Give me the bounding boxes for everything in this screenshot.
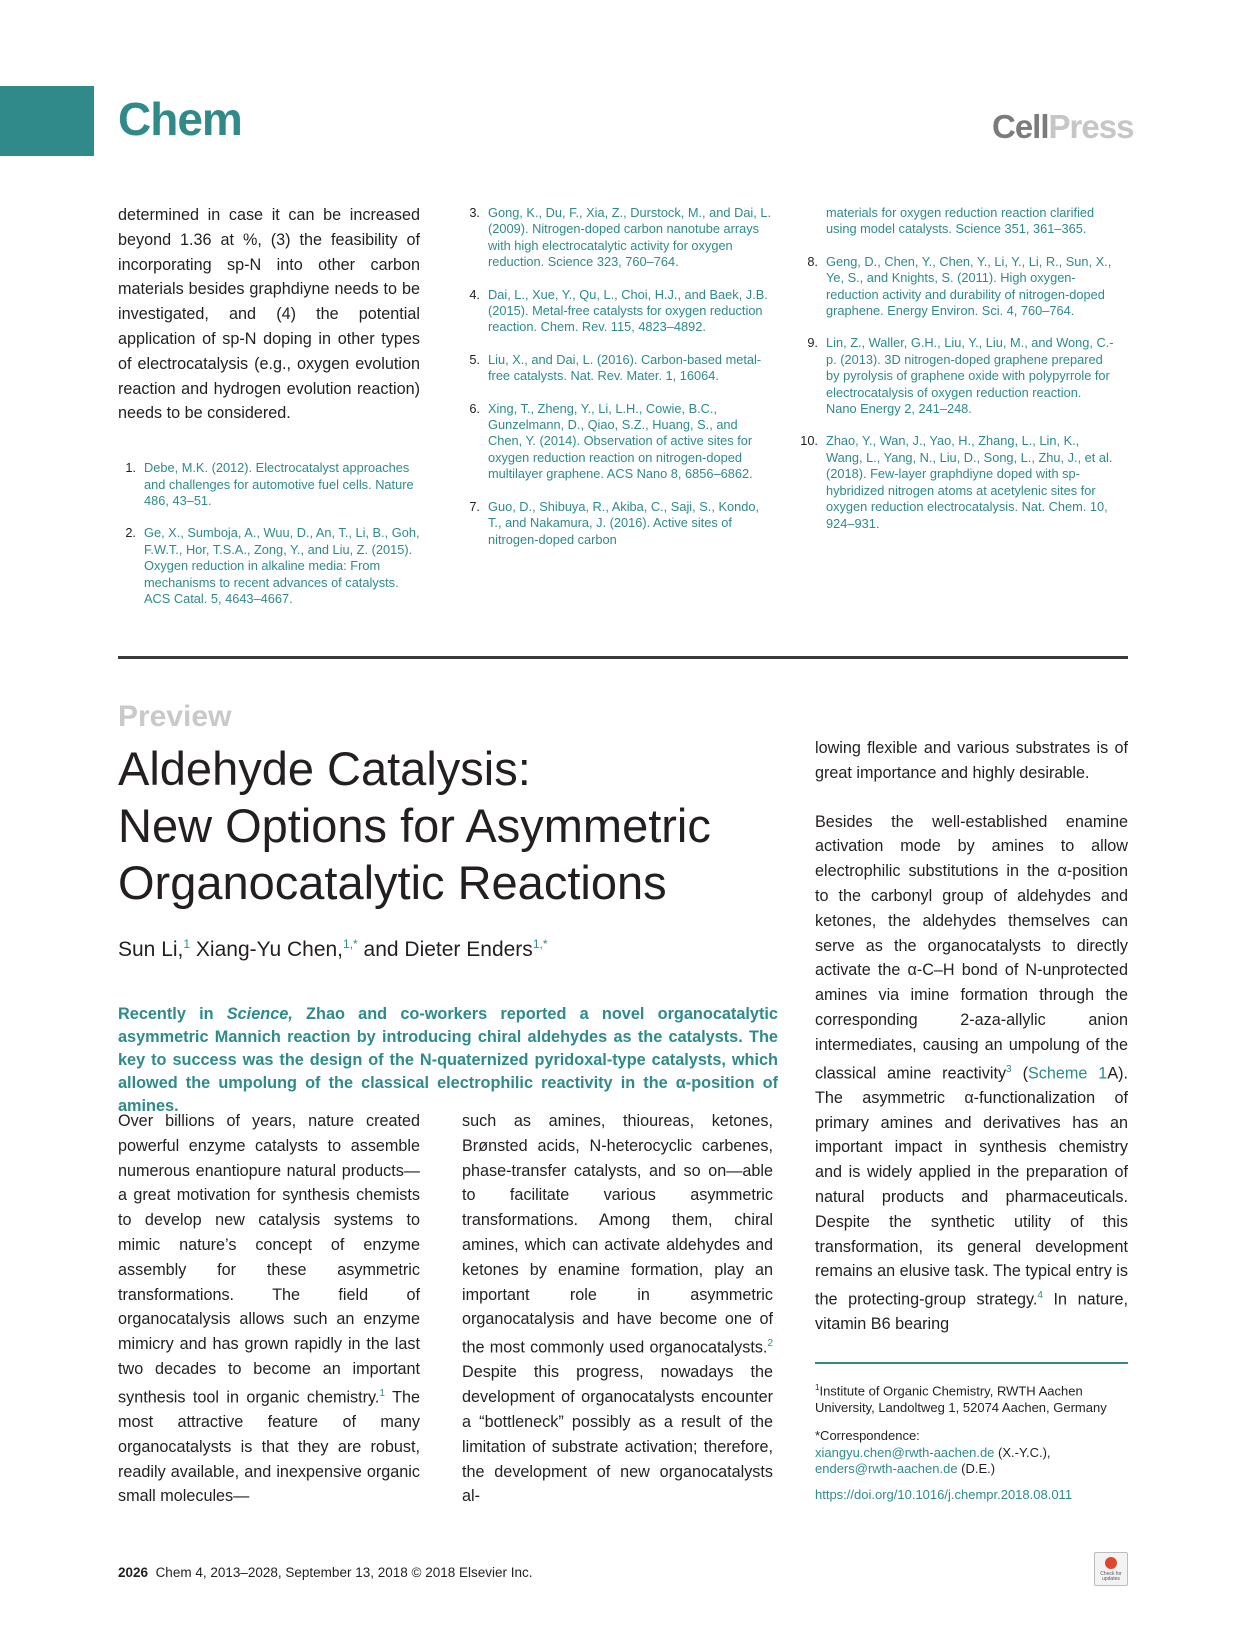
author-dieter-enders: and Dieter Enders	[357, 938, 533, 961]
citation-link-3[interactable]: 3	[1006, 1063, 1012, 1075]
body-column-1	[118, 1109, 420, 1509]
title-line-1: Aldehyde Catalysis:	[118, 742, 531, 795]
reference-text: Xing, T., Zheng, Y., Li, L.H., Cowie, B.C., Gunzelmann, D., Qiao, S.Z., Huang, S., and Chen, Y. (2014). Observation of active sites for oxygen reduction reaction on nitrogen-doped multilayer graphene. ACS Nano 8, 6856–6862.	[488, 400, 753, 482]
reference-item[interactable]	[800, 335, 1115, 417]
body-text-4c: In nature, vitamin B6 bearing	[815, 1290, 1128, 1334]
reference-text: Zhao, Y., Wan, J., Yao, H., Zhang, L., Lin, K., Wang, L., Yang, N., Liu, D., Song, L., Zhu, J., et al. (2018). Few-layer graphdiyne doped with sp-hybridized nitrogen atoms at acetylenic sites for oxygen reduction electrocatalysis. Nat. Chem. 10, 924–931.	[826, 433, 1113, 531]
citation-link-1[interactable]: 1	[379, 1387, 385, 1399]
page-number: 2026	[118, 1565, 149, 1580]
author-affil-3[interactable]: 1,*	[532, 937, 548, 951]
reference-item[interactable]	[800, 433, 1115, 531]
title-line-2: New Options for Asymmetric	[118, 799, 711, 852]
reference-text: Lin, Z., Waller, G.H., Liu, Y., Liu, M., and Wong, C.-p. (2013). 3D nitrogen-doped graphene prepared by pyrolysis of graphene oxide with polypyrrole for electrocatalysis of oxygen reduction reaction. Nano Energy 2, 241–248.	[826, 335, 1114, 417]
reference-text: Dai, L., Xue, Y., Qu, L., Choi, H.J., and Baek, J.B. (2015). Metal-free catalysts for oxygen reduction reaction. Chem. Rev. 115, 4823–4892.	[488, 286, 768, 335]
author-affil-2[interactable]: 1,*	[343, 937, 358, 951]
affiliation-sup: 1	[815, 1383, 820, 1392]
summary-text-pre: Recently in	[118, 1005, 227, 1023]
reference-number: 5.	[469, 351, 480, 367]
section-divider	[118, 656, 1128, 659]
reference-continuation-text: materials for oxygen reduction reaction clarified using model catalysts. Science 351, 361–365.	[826, 205, 1095, 237]
body-text-4a: Besides the well-established enamine activation mode by amines to allow electrophilic substitutions in the α-position to the carbonyl group of aldehydes and ketones, the aldehydes themselves can serve as the organocatalysts to directly activate the α-C–H bond of N-unprotected amines via imine formation through the corresponding 2-aza-allylic anion intermediates, causing an umpolung of the classical amine reactivity	[815, 812, 1128, 1082]
reference-number: 7.	[469, 498, 480, 514]
body-paragraph-4	[815, 810, 1128, 1338]
citation-link-4[interactable]: 4	[1037, 1290, 1043, 1302]
doi-line	[815, 1487, 1115, 1503]
publisher-logo-press: Press	[1048, 108, 1134, 145]
title-line-3: Organocatalytic Reactions	[118, 856, 667, 909]
summary-text-post: Zhao and co-workers reported a novel organocatalytic asymmetric Mannich reaction by introducing chiral aldehydes as the catalysts. The key to success was the design of the N-quaternized pyridoxal-type catalysts, which allowed the umpolung of the classical electrophilic reactivity in the α-position of amines.	[118, 1005, 778, 1115]
reference-list-col3	[800, 205, 1115, 548]
check-for-updates-badge[interactable]	[1094, 1552, 1128, 1586]
previous-article-text: determined in case it can be increased beyond 1.36 at %, (3) the feasibility of incorporating sp-N into other carbon materials besides graphdiyne needs to be investigated, and (4) the potential application of sp-N doping in other types of electrocatalysis (e.g., oxygen evolution reaction and hydrogen evolution reaction) needs to be considered.	[118, 206, 420, 423]
previous-article-column	[118, 203, 420, 623]
body-column-2	[462, 1109, 773, 1509]
body-paragraph-2	[462, 1109, 773, 1509]
reference-continuation	[800, 205, 1115, 238]
reference-item[interactable]	[462, 205, 772, 271]
section-label: Preview	[118, 700, 232, 733]
reference-number: 8.	[807, 253, 818, 269]
reference-text: Geng, D., Chen, Y., Chen, Y., Li, Y., Li, R., Sun, X., Ye, S., and Knights, S. (2011). High oxygen-reduction activity and durability of nitrogen-doped graphene. Energy Environ. Sci. 4, 760–764.	[826, 253, 1112, 319]
reference-item[interactable]	[118, 460, 420, 509]
email-owner-enders: (D.E.)	[957, 1460, 996, 1476]
body-text-2b: Despite this progress, nowadays the development of organocatalysts encounter a “bottleneck” possibly as a result of the limitation of substrate activation; therefore, the development of new organocatalysts al-	[462, 1363, 773, 1506]
reference-number: 9.	[807, 335, 818, 351]
correspondence-label: *Correspondence:	[815, 1428, 920, 1444]
author-affil-1[interactable]: 1	[183, 937, 191, 951]
body-text-1a: Over billions of years, nature created powerful enzyme catalysts to assemble numerous enantiopure natural products—a great motivation for synthesis chemists to develop new catalysis systems to mimic nature’s concept of enzyme assembly for these asymmetric transformations. The field of organocatalysis allows such an enzyme mimicry and has grown rapidly in the last two decades to become an important synthesis tool in organic chemistry.	[118, 1112, 420, 1407]
correspondence-line-2	[815, 1461, 1115, 1477]
publisher-logo	[992, 108, 1133, 146]
reference-text: Ge, X., Sumboja, A., Wuu, D., An, T., Li, B., Goh, F.W.T., Hor, T.S.A., Zong, Y., and Liu, Z. (2015). Oxygen reduction in alkaline media: From mechanisms to recent advances of catalysts. ACS Catal. 5, 4643–4667.	[144, 525, 420, 607]
footnotes	[815, 1380, 1115, 1504]
body-paragraph-1	[118, 1109, 420, 1509]
reference-number: 2.	[125, 525, 136, 541]
author-list	[118, 937, 548, 962]
reference-number: 4.	[469, 286, 480, 302]
reference-item[interactable]	[462, 401, 772, 483]
doi-link[interactable]: https://doi.org/10.1016/j.chempr.2018.08.011	[815, 1487, 1073, 1503]
body-text-1b: The most attractive feature of many organocatalysts is that they are robust, readily available, and inexpensive organic small molecules—	[118, 1388, 420, 1506]
body-paragraph-3: lowing flexible and various substrates is of great importance and highly desirable.	[815, 739, 1128, 782]
header-accent-block	[0, 86, 94, 156]
author-xiang-yu-chen: Xiang-Yu Chen,	[190, 938, 344, 961]
reference-item[interactable]	[800, 254, 1115, 320]
reference-item[interactable]	[462, 352, 772, 385]
reference-number: 6.	[469, 400, 480, 416]
scheme-link[interactable]: Scheme 1	[1027, 1063, 1108, 1082]
citation-link-2[interactable]: 2	[767, 1338, 773, 1350]
email-link-enders[interactable]: enders@rwth-aachen.de	[815, 1460, 958, 1476]
page-footer	[118, 1565, 533, 1580]
affiliation-note	[815, 1380, 1115, 1416]
reference-item[interactable]	[462, 287, 772, 336]
footer-citation: Chem 4, 2013–2028, September 13, 2018 © 2018 Elsevier Inc.	[155, 1565, 533, 1580]
body-text-4-paren: (	[1011, 1063, 1028, 1082]
reference-number: 10.	[800, 433, 818, 449]
email-owner-chen: (X.-Y.C.),	[994, 1444, 1051, 1460]
badge-label: Check for updates	[1100, 1571, 1122, 1582]
author-sun-li: Sun Li,	[118, 938, 184, 961]
reference-text: Liu, X., and Dai, L. (2016). Carbon-based metal-free catalysts. Nat. Rev. Mater. 1, 16064.	[488, 351, 762, 384]
email-link-chen[interactable]: xiangyu.chen@rwth-aachen.de	[815, 1444, 995, 1460]
article-summary	[118, 1003, 778, 1118]
reference-item[interactable]	[462, 499, 772, 548]
publisher-logo-cell: Cell	[992, 108, 1049, 145]
affiliation-text: Institute of Organic Chemistry, RWTH Aachen University, Landoltweg 1, 52074 Aachen, Germany	[815, 1383, 1107, 1415]
reference-list-col3-items	[800, 254, 1115, 532]
body-column-3	[815, 736, 1128, 1337]
journal-logo: Chem	[118, 93, 242, 145]
reference-text: Debe, M.K. (2012). Electrocatalyst approaches and challenges for automotive fuel cells. Nature 486, 43–51.	[144, 460, 414, 508]
body-text-4b: A). The asymmetric α-functionalization of primary amines and derivatives has an important impact in synthesis chemistry and is widely applied in the preparation of natural products and pharmaceuticals. Despite the synthetic utility of this transformation, its general development remains an elusive task. The typical entry is the protecting-group strategy.	[815, 1063, 1129, 1309]
reference-list-col2	[462, 205, 772, 564]
summary-journal: Science,	[226, 1005, 293, 1023]
reference-text: Gong, K., Du, F., Xia, Z., Durstock, M., and Dai, L. (2009). Nitrogen-doped carbon nanotube arrays with high electrocatalytic activity for oxygen reduction. Science 323, 760–764.	[488, 205, 772, 270]
update-icon	[1105, 1557, 1117, 1569]
article-title	[118, 740, 711, 911]
reference-text: Guo, D., Shibuya, R., Akiba, C., Saji, S., Kondo, T., and Nakamura, J. (2016). Active sites of nitrogen-doped carbon	[488, 498, 760, 547]
reference-number: 3.	[469, 205, 480, 220]
correspondence-line-1	[815, 1445, 1115, 1461]
reference-item[interactable]	[118, 525, 420, 607]
reference-number: 1.	[125, 460, 136, 476]
footnote-divider	[815, 1362, 1128, 1364]
reference-list-col1	[118, 460, 420, 607]
body-text-2a: such as amines, thioureas, ketones, Brønsted acids, N-heterocyclic carbenes, phase-transfer catalysts, and so on—able to facilitate various asymmetric transformations. Among them, chiral amines, which can activate aldehydes and ketones by enamine formation, play an important role in asymmetric organocatalysis and have become one of the most commonly used organocatalysts.	[462, 1112, 773, 1357]
